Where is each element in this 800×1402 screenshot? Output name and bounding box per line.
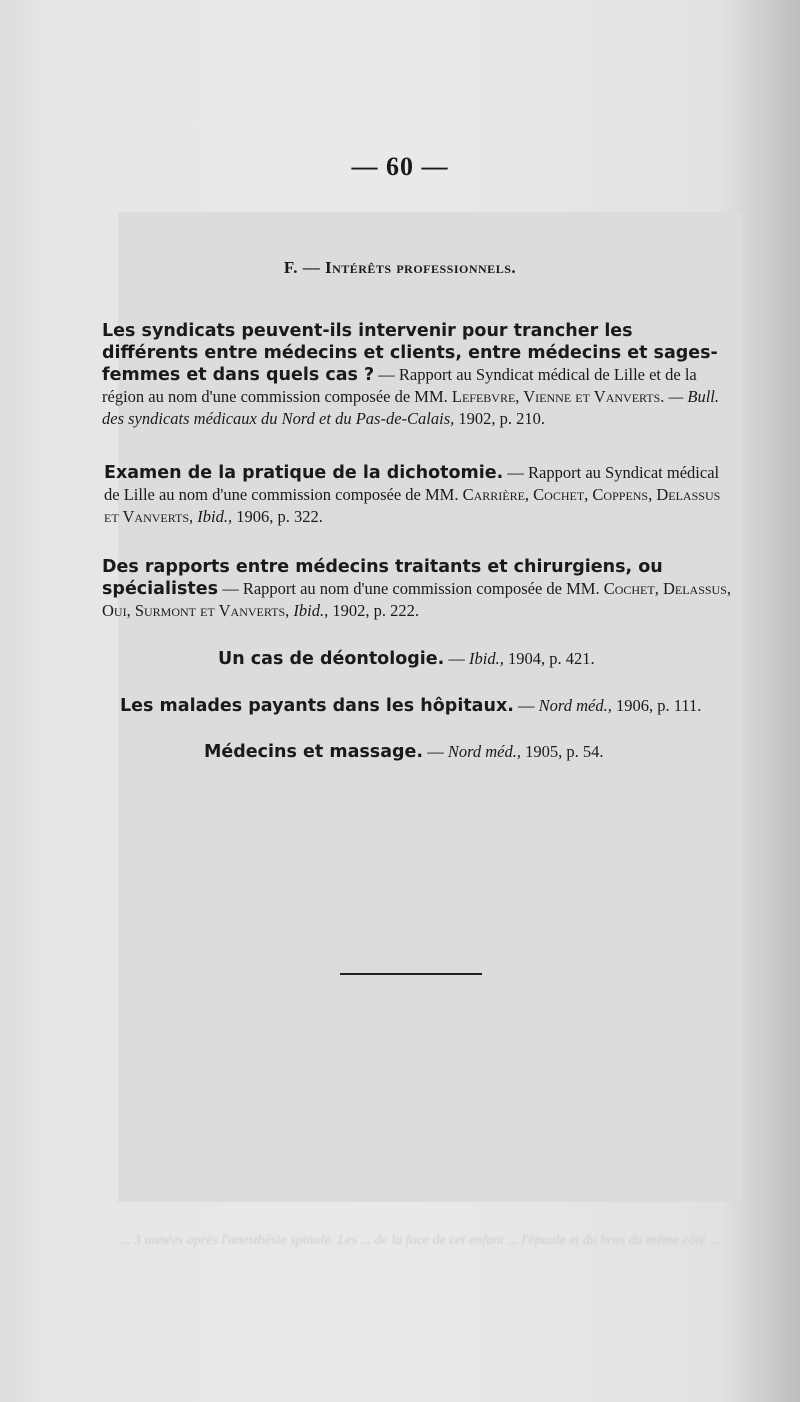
entry-source: Ibid., bbox=[289, 601, 329, 620]
entry-description: Rapport au Syndicat médical de Lille et de la région au nom d'une commission composée de MM. bbox=[102, 365, 697, 406]
bibliography-entry bbox=[102, 320, 732, 430]
entry-reference: 1906, p. 111. bbox=[611, 696, 702, 715]
entry-title: Les malades payants dans les hôpitaux. bbox=[120, 696, 514, 716]
entry-title: Examen de la pratique de la dichotomie. bbox=[104, 463, 504, 483]
entry-source: Ibid., bbox=[469, 649, 504, 668]
entry-title: Un cas de déontologie. bbox=[218, 649, 445, 669]
entry-authors: Cochet, Delassus, Oui, Surmont et Vanverts, bbox=[102, 579, 732, 620]
entry-source: — Bull. des syndicats médicaux du Nord et du Pas-de-Calais, bbox=[102, 387, 719, 428]
entry-source: Ibid., bbox=[193, 507, 233, 526]
entry-description: Rapport au Syndicat médical de Lille au nom d'une commission composée de MM. bbox=[104, 463, 720, 504]
bibliography-entry bbox=[204, 741, 724, 763]
entry-reference: 1904, p. 421. bbox=[503, 649, 595, 668]
entry-separator: — bbox=[423, 742, 448, 761]
entry-authors: Carrière, Cochet, Coppens, Delassus et Vanverts, bbox=[104, 485, 721, 526]
bibliography-entry bbox=[104, 462, 734, 528]
entry-separator: — bbox=[444, 649, 470, 668]
entry-source: Nord méd., bbox=[447, 742, 522, 761]
entry-reference: 1905, p. 54. bbox=[521, 742, 604, 761]
end-rule bbox=[340, 973, 482, 975]
entry-title: Médecins et massage. bbox=[204, 742, 424, 762]
bibliography-entry bbox=[218, 648, 738, 670]
entry-separator: — bbox=[218, 579, 243, 598]
entry-title: Des rapports entre médecins traitants et chirurgiens, ou spécialistes bbox=[102, 557, 663, 599]
entry-reference: 1906, p. 322. bbox=[232, 507, 323, 526]
entry-separator: — bbox=[503, 463, 529, 482]
entry-reference: 1902, p. 210. bbox=[454, 409, 546, 428]
entry-separator: — bbox=[374, 365, 399, 384]
entry-description: Rapport au nom d'une commission composée de MM. bbox=[242, 579, 600, 598]
bleed-through-text: ... 3 années après l'anesthésie spinale. Les ... de la face de cet enfant ... l'épaule et du bras du même côté ... bbox=[120, 1233, 720, 1248]
entry-authors: Lefebvre, Vienne et Vanverts. bbox=[451, 387, 665, 406]
page-number: — 60 — bbox=[351, 152, 449, 181]
entry-source: Nord méd., bbox=[538, 696, 612, 715]
entry-separator: — bbox=[513, 696, 539, 715]
bibliography-entry bbox=[102, 556, 736, 622]
entry-title: Les syndicats peuvent-ils intervenir pour trancher les différents entre médecins et clients, entre médecins et sages-femmes et dans quels cas ? bbox=[102, 321, 718, 385]
bibliography-entry bbox=[120, 695, 740, 717]
entry-reference: 1902, p. 222. bbox=[328, 601, 419, 620]
section-heading: F. — Intérêts professionnels. bbox=[283, 258, 517, 277]
